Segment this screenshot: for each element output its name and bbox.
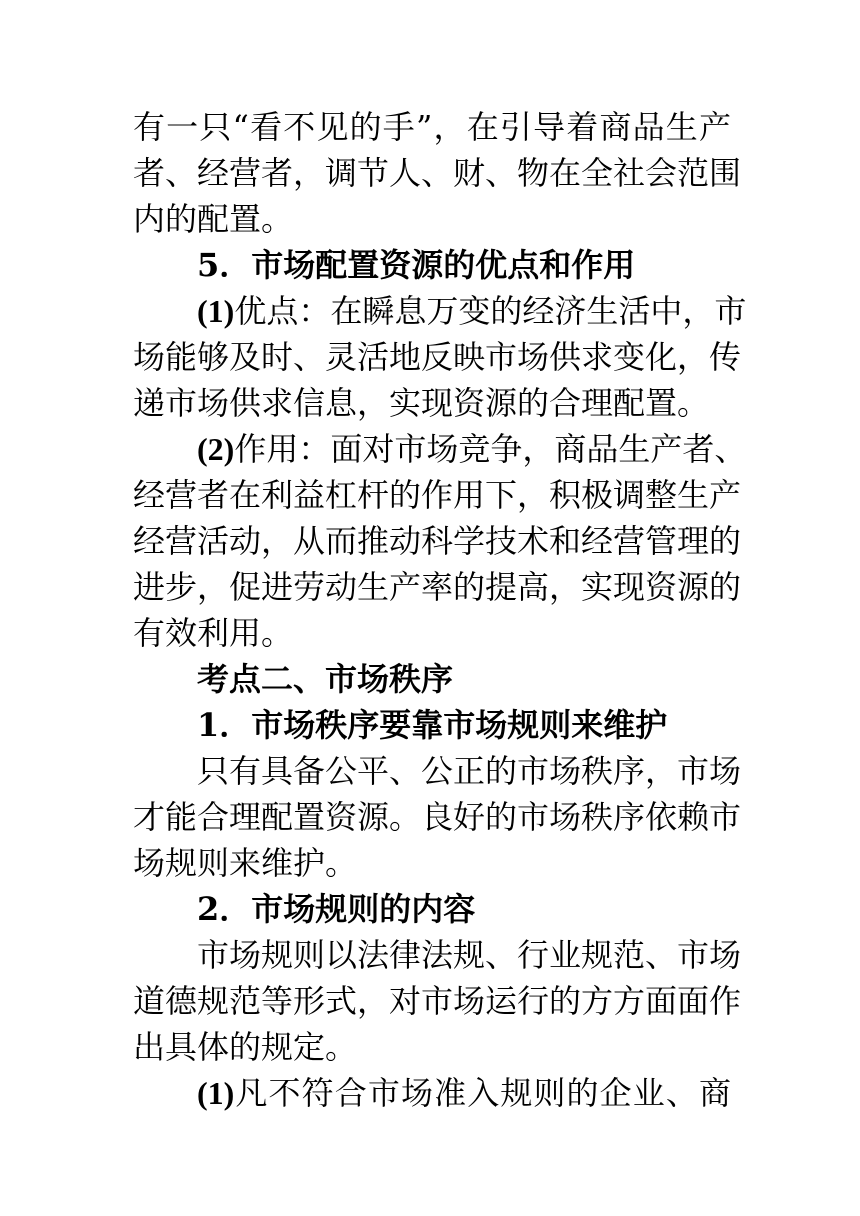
- text-line: [133, 426, 747, 472]
- line-text: 凡不符合市场准入规则的企业、商: [234, 1074, 731, 1112]
- line-text: 5．市场配置资源的优点和作用: [197, 246, 636, 284]
- line-text: 递市场供求信息，实现资源的合理配置。: [133, 384, 710, 422]
- text-line: [133, 610, 731, 656]
- line-text: 市场规则以法律法规、行业规范、市场: [197, 936, 742, 974]
- text-line: [133, 886, 731, 932]
- text-line: [133, 656, 731, 702]
- list-marker: (1): [197, 1075, 235, 1111]
- text-line: [133, 104, 731, 150]
- text-line: [133, 380, 731, 426]
- line-text: 作用：面对市场竞争，商品生产者、: [234, 430, 747, 468]
- text-line: [133, 150, 742, 196]
- text-line: [133, 748, 742, 794]
- text-line: [133, 242, 731, 288]
- line-text: 经营者在利益杠杆的作用下，积极调整生产: [133, 476, 742, 514]
- line-text: 有效利用。: [133, 614, 294, 652]
- line-text: 有一只“看不见的手”，在引导着商品生产: [133, 108, 731, 146]
- list-marker: (2): [197, 431, 235, 467]
- list-marker: (1): [197, 293, 235, 329]
- document-page: [133, 104, 747, 1116]
- line-text: 考点二、市场秩序: [197, 660, 454, 698]
- text-line: [133, 978, 742, 1024]
- line-text: 出具体的规定。: [133, 1028, 358, 1066]
- text-line: [133, 518, 742, 564]
- line-text: 场能够及时、灵活地反映市场供求变化，传: [133, 338, 742, 376]
- line-text: 道德规范等形式，对市场运行的方方面面作: [133, 982, 742, 1020]
- text-line: [133, 1024, 731, 1070]
- text-line: [133, 840, 731, 886]
- line-text: 1．市场秩序要靠市场规则来维护: [197, 706, 668, 744]
- text-line: [133, 196, 731, 242]
- line-text: 优点：在瞬息万变的经济生活中，市: [234, 292, 747, 330]
- text-line: [133, 288, 747, 334]
- text-line: [133, 1070, 731, 1116]
- text-line: [133, 794, 742, 840]
- line-text: 2．市场规则的内容: [197, 890, 476, 928]
- text-line: [133, 702, 731, 748]
- text-line: [133, 472, 742, 518]
- text-line: [133, 564, 742, 610]
- line-text: 经营活动，从而推动科学技术和经营管理的: [133, 522, 742, 560]
- text-line: [133, 334, 742, 380]
- line-text: 内的配置。: [133, 200, 294, 238]
- line-text: 才能合理配置资源。良好的市场秩序依赖市: [133, 798, 742, 836]
- line-text: 场规则来维护。: [133, 844, 358, 882]
- line-text: 进步，促进劳动生产率的提高，实现资源的: [133, 568, 742, 606]
- line-text: 只有具备公平、公正的市场秩序，市场: [197, 752, 742, 790]
- text-line: [133, 932, 742, 978]
- line-text: 者、经营者，调节人、财、物在全社会范围: [133, 154, 742, 192]
